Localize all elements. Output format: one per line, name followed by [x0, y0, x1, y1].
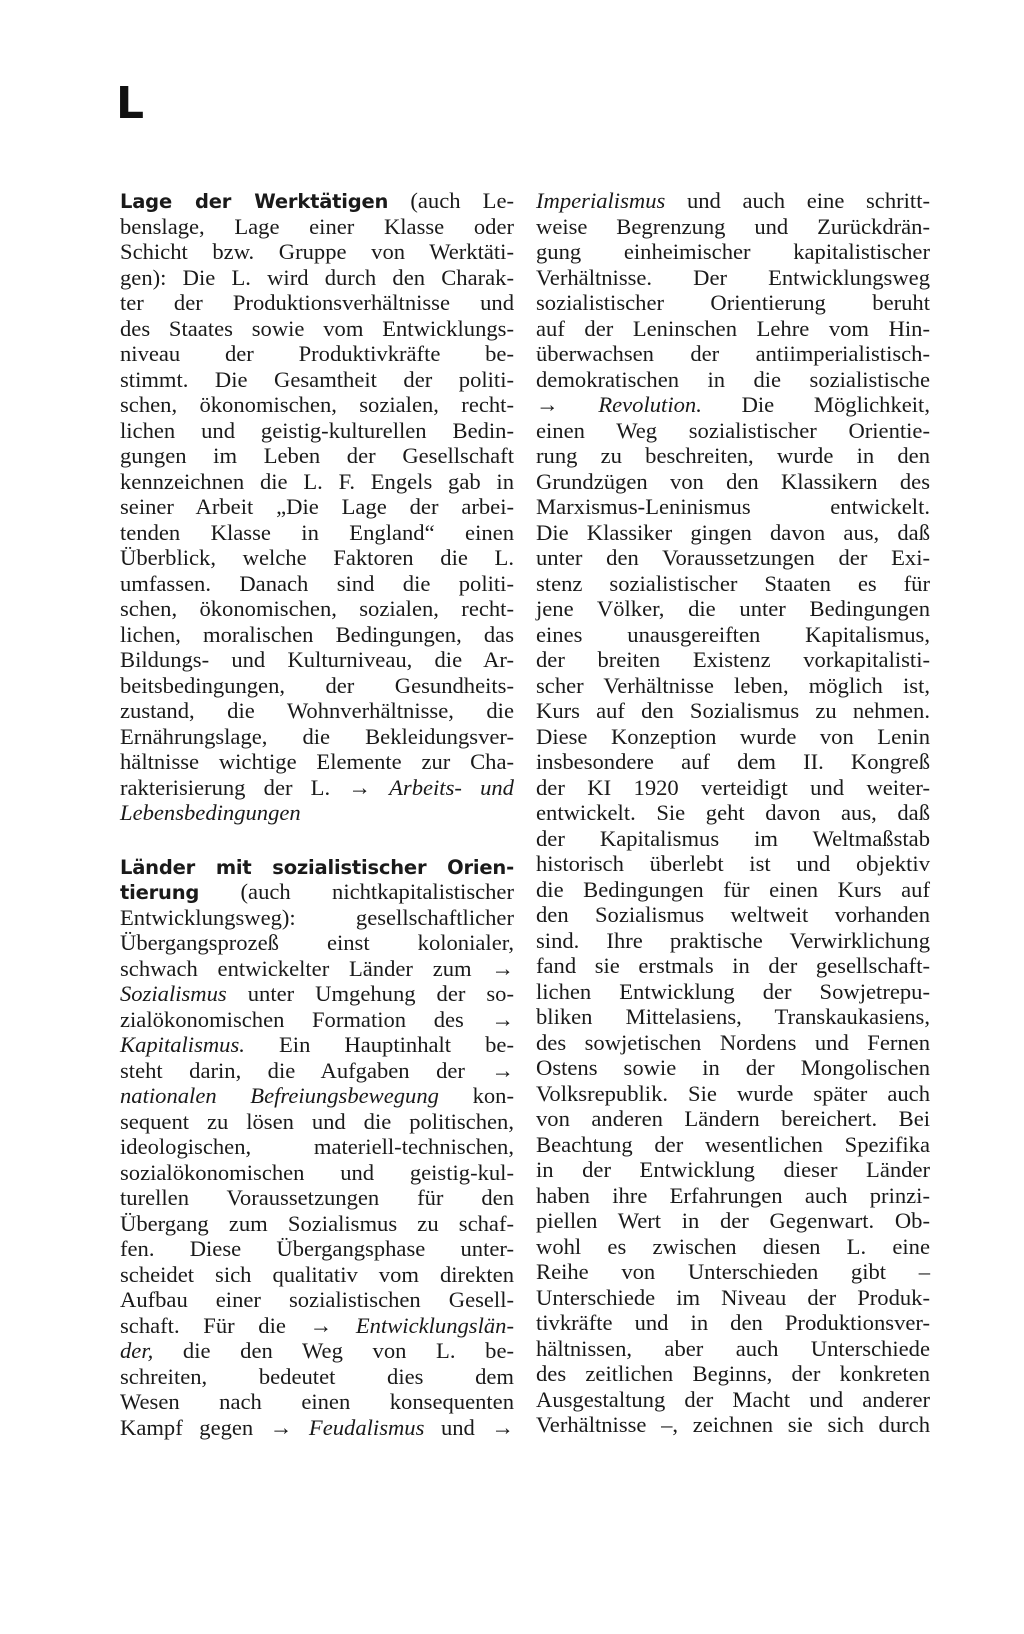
text-line: zustand, die Wohnverhältnisse, die	[120, 698, 514, 723]
cross-reference: nationalen Befreiungsbewegung	[120, 1083, 439, 1108]
text-line: stimmt. Die Gesamtheit der politi-	[120, 366, 514, 392]
text-line: eines unausgereiften Kapitalismus,	[536, 621, 930, 647]
text-line: Diese Konzeption wurde von Lenin	[536, 723, 930, 749]
text-line: einen Weg sozialistischer Orientie-	[536, 417, 930, 443]
text-line: Volksrepublik. Sie wurde später auch	[536, 1080, 930, 1106]
text-line: lichen Entwicklung der Sowjetrepu-	[536, 978, 930, 1004]
arrow-icon: →	[348, 774, 371, 800]
text-line: Kurs auf den Sozialismus zu nehmen.	[536, 698, 930, 723]
cross-reference: Lebensbedingungen	[120, 800, 301, 825]
cross-reference: Entwicklungslän-	[355, 1312, 514, 1338]
text-line: unter den Voraussetzungen der Exi-	[536, 545, 930, 570]
text-line: des sowjetischen Nordens und Fernen	[536, 1029, 930, 1055]
right-column	[536, 188, 930, 1438]
text-line: schen, ökonomischen, sozialen, recht-	[120, 596, 514, 621]
text-line: Lage der Werktätigen (auch Le-	[120, 188, 514, 213]
arrow-icon: →	[491, 1006, 514, 1032]
text-line: den Sozialismus weltweit vorhanden	[536, 902, 930, 927]
arrow-icon: →	[491, 1414, 514, 1440]
text-line: historisch überlebt ist und objektiv	[536, 851, 930, 876]
text-line: sequent zu lösen und die politischen,	[120, 1108, 514, 1134]
text-line: schreiten, bedeutet dies dem	[120, 1363, 514, 1389]
text-line: des zeitlichen Beginns, der konkreten	[536, 1361, 930, 1386]
text-line: gungen im Leben der Gesellschaft	[120, 443, 514, 468]
text-line: rung zu beschreiten, wurde in den	[536, 443, 930, 468]
text-line: lichen und geistig-kulturellen Bedin-	[120, 417, 514, 443]
text-line: lichen, moralischen Bedingungen, das	[120, 621, 514, 647]
text-line: Übergang zum Sozialismus zu schaf-	[120, 1210, 514, 1236]
text-line: scheidet sich qualitativ vom direkten	[120, 1261, 514, 1287]
text-line: wohl es zwischen diesen L. eine	[536, 1233, 930, 1259]
text-line: beitsbedingungen, der Gesundheits-	[120, 672, 514, 698]
text-line: jene Völker, die unter Bedingungen	[536, 596, 930, 621]
text-line: seiner Arbeit „Die Lage der arbei-	[120, 494, 514, 519]
text-line: gen): Die L. wird durch den Charak-	[120, 264, 514, 290]
section-letter: L	[116, 78, 145, 129]
text-line: hältnisse wichtige Elemente zur Cha-	[120, 749, 514, 774]
text-line: auf der Leninschen Lehre vom Hin-	[536, 315, 930, 341]
arrow-icon: →	[491, 955, 515, 981]
text-line: Aufbau einer sozialistischen Gesell-	[120, 1287, 514, 1312]
arrow-icon: →	[309, 1312, 333, 1338]
text-line: Entwicklungsweg): gesellschaftlicher	[120, 904, 514, 930]
text-line: insbesondere auf dem II. Kongreß	[536, 749, 930, 774]
text-line: von anderen Ländern bereichert. Bei	[536, 1106, 930, 1131]
arrow-icon: →	[269, 1414, 293, 1440]
text-line: der KI 1920 verteidigt und weiter-	[536, 774, 930, 800]
text-line: tierung (auch nichtkapitalistischer	[120, 879, 514, 904]
text-line: der, die den Weg von L. be-	[120, 1338, 514, 1363]
text-line: turellen Voraussetzungen für den	[120, 1185, 514, 1210]
text-line: des Staates sowie vom Entwicklungs-	[120, 315, 514, 341]
text-line: gung einheimischer kapitalistischer	[536, 239, 930, 264]
text-line: Ausgestaltung der Macht und anderer	[536, 1386, 930, 1412]
text-line: Ostens sowie in der Mongolischen	[536, 1055, 930, 1080]
text-line: hältnissen, aber auch Unterschiede	[536, 1335, 930, 1361]
text-line: → Revolution. Die Möglichkeit,	[536, 392, 930, 417]
text-line: Reihe von Unterschieden gibt –	[536, 1259, 930, 1284]
text-line	[120, 854, 514, 880]
text-line: Kapitalismus. Ein Hauptinhalt be-	[120, 1032, 514, 1057]
text-line: schen, ökonomischen, sozialen, recht-	[120, 392, 514, 417]
text-line: entwickelt. Sie geht davon aus, daß	[536, 800, 930, 825]
text-line: ter der Produktionsverhältnisse und	[120, 290, 514, 315]
text-line: Sozialismus unter Umgehung der so-	[120, 981, 514, 1006]
text-line: haben ihre Erfahrungen auch prinzi-	[536, 1182, 930, 1208]
text-line: Übergangsprozeß einst kolonialer,	[120, 930, 514, 955]
cross-reference: Kapitalismus.	[120, 1032, 245, 1057]
text-line: schwach entwickelter Länder zum →	[120, 955, 515, 981]
text-line: steht darin, die Aufgaben der →	[120, 1057, 514, 1083]
text-line: Überblick, welche Faktoren die L.	[120, 545, 514, 570]
text-line: kennzeichnen die L. F. Engels gab in	[120, 468, 514, 494]
cross-reference: Imperialismus	[536, 188, 666, 213]
text-line: Marxismus-Leninismus entwickelt.	[536, 494, 930, 519]
text-line: zialökonomischen Formation des →	[120, 1006, 514, 1032]
text-line: Ernährungslage, die Bekleidungsver-	[120, 723, 514, 749]
text-line: Beachtung der wesentlichen Spezifika	[536, 1131, 930, 1157]
text-line: sozialökonomischen und geistig-kul-	[120, 1159, 514, 1185]
cross-reference: der,	[120, 1338, 154, 1363]
text-line: rakterisierung der L. → Arbeits- und	[120, 774, 514, 800]
cross-reference: Arbeits- und	[389, 774, 514, 800]
text-line: Bildungs- und Kulturniveau, die Ar-	[120, 647, 514, 672]
text-line: nationalen Befreiungsbewegung kon-	[120, 1083, 514, 1108]
text-line: Verhältnisse. Der Entwicklungsweg	[536, 264, 930, 290]
text-line: bliken Mittelasiens, Transkaukasiens,	[536, 1004, 930, 1029]
text-line: in der Entwicklung dieser Länder	[536, 1157, 930, 1182]
text-line: der Kapitalismus im Weltmaßstab	[536, 825, 930, 851]
headword-lage: Lage der Werktätigen	[120, 190, 389, 213]
cross-reference: Feudalismus	[308, 1414, 425, 1440]
text-line: fand sie erstmals in der gesellschaft-	[536, 953, 930, 978]
text-line: demokratischen in die sozialistische	[536, 366, 930, 392]
text-line: sind. Ihre praktische Verwirklichung	[536, 927, 930, 953]
text-line: weise Begrenzung und Zurückdrän-	[536, 213, 930, 239]
text-line: Wesen nach einen konsequenten	[120, 1389, 514, 1414]
text-line: Verhältnisse –, zeichnen sie sich durch	[536, 1412, 930, 1437]
text-line: niveau der Produktivkräfte be-	[120, 341, 514, 366]
text-line: Unterschiede im Niveau der Produk-	[536, 1284, 930, 1310]
text-line: tenden Klasse in England“ einen	[120, 519, 514, 545]
text-line: Die Klassiker gingen davon aus, daß	[536, 519, 930, 545]
headword-laender: Länder mit sozialistischer Orien-	[120, 855, 514, 879]
text-line: Schicht bzw. Gruppe von Werktäti-	[120, 239, 514, 264]
text-line: schaft. Für die → Entwicklungslän-	[120, 1312, 514, 1338]
text-line: benslage, Lage einer Klasse oder	[120, 213, 514, 239]
text-line: fen. Diese Übergangsphase unter-	[120, 1236, 514, 1261]
text-line: der breiten Existenz vorkapitalisti-	[536, 647, 930, 672]
left-column	[120, 188, 514, 1440]
text-line	[120, 800, 514, 826]
text-line: umfassen. Danach sind die politi-	[120, 570, 514, 596]
text-line: Kampf gegen → Feudalismus und →	[120, 1414, 514, 1440]
text-line: überwachsen der antiimperialistisch-	[536, 341, 930, 366]
arrow-icon: →	[491, 1057, 514, 1083]
text-line: Grundzügen von den Klassikern des	[536, 468, 930, 494]
text-line: scher Verhältnisse leben, möglich ist,	[536, 672, 930, 698]
text-line: ideologischen, materiell-technischen,	[120, 1134, 514, 1159]
text-line: die Bedingungen für einen Kurs auf	[536, 876, 930, 902]
cross-reference: Sozialismus	[120, 981, 227, 1006]
text-line: tivkräfte und in den Produktionsver-	[536, 1310, 930, 1335]
cross-reference: Revolution.	[598, 392, 702, 417]
text-line: stenz sozialistischer Staaten es für	[536, 570, 930, 596]
text-line: Imperialismus und auch eine schritt-	[536, 188, 930, 213]
text-line: sozialistischer Orientierung beruht	[536, 290, 930, 315]
text-line: piellen Wert in der Gegenwart. Ob-	[536, 1208, 930, 1233]
arrow-icon: →	[536, 392, 559, 417]
